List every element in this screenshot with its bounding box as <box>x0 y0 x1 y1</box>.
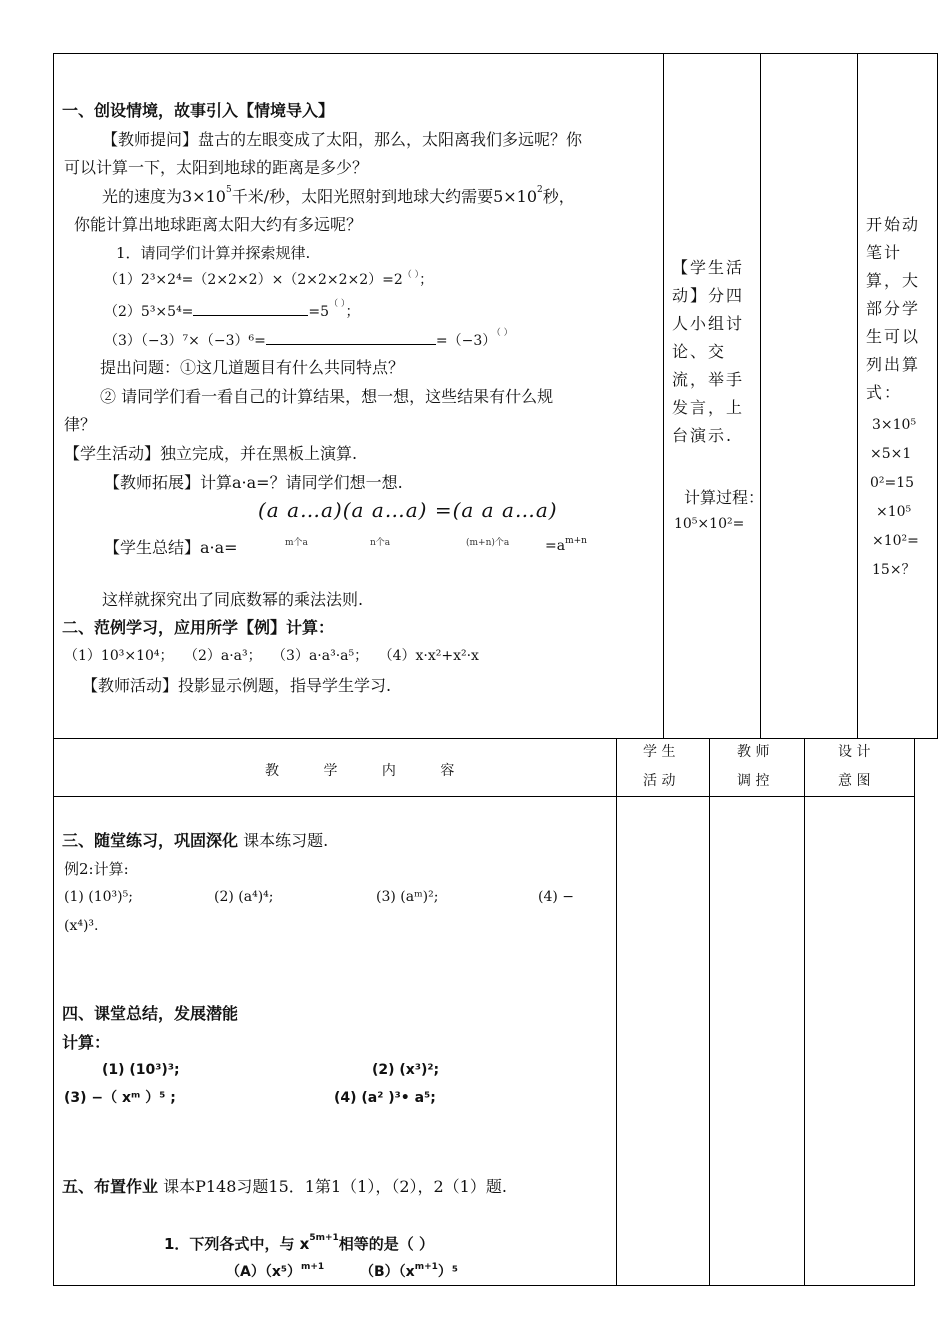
summary-result: $=a^{m+n}$ <box>545 536 587 554</box>
question-2a: ② 请同学们看一看自己的计算结果，想一想，这些结果有什么规 <box>100 387 554 406</box>
bottom-table-right-border <box>914 738 915 1286</box>
design-expr-1: 3×10⁵ <box>872 417 917 433</box>
teacher-extend: 【教师拓展】计算a·a=？请同学们想一想. <box>104 473 403 492</box>
brace-label-n: n个a <box>370 538 391 548</box>
top-table-divider-2 <box>760 53 761 739</box>
calc-expression: 10⁵×10²= <box>674 516 745 532</box>
top-table-divider-3 <box>857 53 858 739</box>
question-2b: 律？ <box>64 415 97 434</box>
conclusion: 这样就探究出了同底数幂的乘法法则. <box>102 590 364 609</box>
bottom-table-bottom-border <box>53 1285 915 1286</box>
equation-3: （3）（−3）⁷×（−3）⁶= =（−3）（ ） <box>104 328 513 349</box>
summary-q4: (4) (a² )³• a⁵; <box>334 1090 436 1106</box>
design-expr-4: ×10⁵ <box>876 504 912 520</box>
top-table-left-border <box>53 53 54 739</box>
practice-item-2: (2) (a⁴)⁴; <box>214 889 274 905</box>
practice-item-4-cont: (x⁴)³. <box>64 918 99 934</box>
task-instruction: 1．请同学们计算并探索规律. <box>116 244 311 262</box>
teacher-activity: 【教师活动】投影显示例题，指导学生学习. <box>82 676 392 695</box>
summary-q1: (1) (10³)³; <box>102 1062 180 1078</box>
option-b: $(B)(x^{m+1})^5$ <box>360 1262 459 1280</box>
header-teaching-content: 教 学 内 容 <box>265 763 475 779</box>
bottom-divider-3 <box>804 738 805 1286</box>
top-table-bottom-border <box>53 738 938 739</box>
summary-q3: (3) −（ xᵐ ）⁵ ; <box>64 1090 176 1106</box>
header-student-2: 活 动 <box>643 773 676 789</box>
brace-label-mn: (m+n)个a <box>466 538 510 548</box>
section1-heading: 一、创设情境，故事引入【情境导入】 <box>62 101 335 120</box>
student-summary: 【学生总结】a·a= <box>104 538 238 557</box>
example2-label: 例2:计算: <box>64 860 129 878</box>
header-student-1: 学 生 <box>643 744 676 760</box>
section4-calc: 计算： <box>62 1033 111 1052</box>
header-teacher-2: 调 控 <box>737 773 770 789</box>
header-teacher-1: 教 师 <box>737 744 770 760</box>
top-table-divider-1 <box>663 53 664 739</box>
section1-para1a: 【教师提问】盘古的左眼变成了太阳，那么，太阳离我们多远呢？你 <box>102 130 583 149</box>
section1-para2a: 光的速度为$3\times 10^5$千米/秒，太阳光照射到地球大约需要$5\times 10^2$秒， <box>102 185 575 206</box>
section5-row: 五、布置作业 课本P148习题15．1第1（1），（2），2（1）题. <box>62 1177 507 1196</box>
examples-row: （1）10³×10⁴； （2）a·a³； （3）a·a³·a⁵； （4）x·x²+x²·x <box>64 648 479 664</box>
brace-label-m: m个a <box>285 538 308 548</box>
student-activity: 【学生活动】独立完成，并在黑板上演算. <box>64 444 358 463</box>
design-expr-5: ×10²= <box>872 533 919 549</box>
student-activity-column: 【学生活动】分四人小组讨论、交流，举手发言，上台演示. <box>672 258 745 445</box>
bottom-table-left-border <box>53 738 54 1286</box>
answer-blank[interactable] <box>193 301 308 316</box>
design-expr-3: 0²=15 <box>870 475 915 491</box>
formula-product: (a a…a)(a a…a) =(a a a…a) <box>258 498 558 522</box>
bottom-divider-2 <box>709 738 710 1286</box>
practice-item-1: (1) (10³)⁵; <box>64 889 133 905</box>
top-table-right-border <box>937 53 938 739</box>
summary-q2: (2) (x³)²; <box>372 1062 440 1078</box>
practice-item-4: (4) − <box>538 889 575 905</box>
multiple-choice-question: 1．下列各式中，与 $x^{5m+1}$相等的是（ ） <box>164 1233 435 1253</box>
section1-para1b: 可以计算一下，太阳到地球的距离是多少？ <box>64 158 369 177</box>
equation-2: （2）5³×5⁴= =5（ ）； <box>104 299 360 320</box>
header-design-2: 意 图 <box>838 773 871 789</box>
design-expr-6: 15×？ <box>872 562 916 578</box>
practice-item-3: (3) (aᵐ)²; <box>376 889 439 905</box>
top-table-top-border <box>53 53 938 54</box>
header-design-1: 设 计 <box>838 744 871 760</box>
option-a: $(A)(x^5)^{m+1}$ <box>226 1262 325 1280</box>
design-column: 开始动笔计算，大部分学生可以列出算式： <box>866 215 921 402</box>
header-bottom-border <box>53 796 915 797</box>
section3-heading-row: 三、随堂练习，巩固深化 课本练习题. <box>62 831 329 850</box>
question-1: 提出问题：①这几道题目有什么共同特点？ <box>100 358 405 377</box>
answer-blank[interactable] <box>266 330 436 345</box>
calc-label: 计算过程： <box>684 488 765 507</box>
section4-heading: 四、课堂总结，发展潜能 <box>62 1004 239 1023</box>
equation-1: （1）2³×2⁴=（2×2×2）×（2×2×2×2）=2（ ）； <box>104 270 434 288</box>
design-expr-2: ×5×1 <box>870 446 912 462</box>
section1-para2b: 你能计算出地球距离太阳大约有多远呢？ <box>74 215 363 234</box>
bottom-divider-1 <box>616 738 617 1286</box>
section2-heading: 二、范例学习，应用所学【例】计算： <box>62 618 335 637</box>
